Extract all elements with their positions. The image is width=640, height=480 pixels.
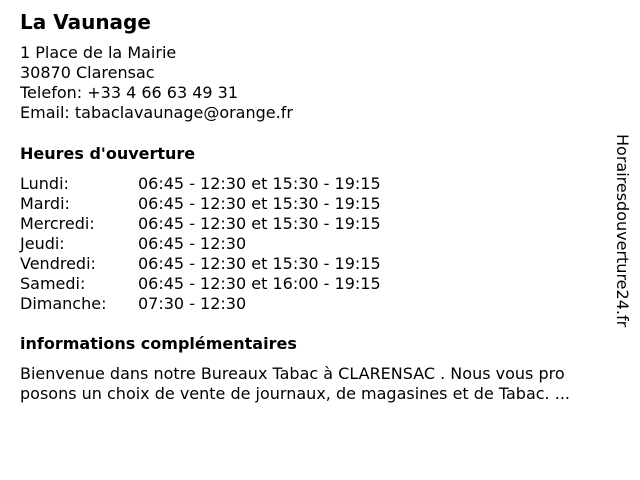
business-description — [20, 364, 620, 404]
day-hours: 06:45 - 12:30 et 15:30 - 19:15 — [138, 214, 381, 233]
hours-row-tuesday — [20, 194, 381, 214]
day-hours: 06:45 - 12:30 — [138, 234, 247, 253]
contact-block — [20, 43, 293, 123]
day-hours: 06:45 - 12:30 et 15:30 - 19:15 — [138, 254, 381, 273]
day-hours: 06:45 - 12:30 et 16:00 - 19:15 — [138, 274, 381, 293]
additional-info-heading: informations complémentaires — [20, 334, 297, 353]
phone-number: Telefon: +33 4 66 63 49 31 — [20, 83, 239, 102]
day-label: Samedi: — [20, 274, 86, 293]
address-street: 1 Place de la Mairie — [20, 43, 177, 62]
hours-row-wednesday — [20, 214, 381, 234]
business-name: La Vaunage — [20, 10, 151, 34]
site-watermark: Horairesdouverture24.fr — [613, 134, 632, 328]
hours-row-thursday — [20, 234, 381, 254]
day-label: Vendredi: — [20, 254, 96, 273]
day-label: Mercredi: — [20, 214, 95, 233]
day-hours: 06:45 - 12:30 et 15:30 - 19:15 — [138, 194, 381, 213]
hours-row-monday — [20, 174, 381, 194]
opening-hours-heading: Heures d'ouverture — [20, 144, 196, 163]
hours-row-sunday — [20, 294, 381, 314]
day-label: Jeudi: — [20, 234, 65, 253]
hours-row-friday — [20, 254, 381, 274]
email-address: Email: tabaclavaunage@orange.fr — [20, 103, 293, 122]
day-label: Dimanche: — [20, 294, 107, 313]
day-label: Lundi: — [20, 174, 69, 193]
day-label: Mardi: — [20, 194, 70, 213]
address-city: 30870 Clarensac — [20, 63, 155, 82]
hours-row-saturday — [20, 274, 381, 294]
description-line: Bienvenue dans notre Bureaux Tabac à CLARENSAC . Nous vous pro — [20, 364, 565, 383]
day-hours: 06:45 - 12:30 et 15:30 - 19:15 — [138, 174, 381, 193]
opening-hours-table — [20, 174, 381, 314]
day-hours: 07:30 - 12:30 — [138, 294, 247, 313]
description-line: posons un choix de vente de journaux, de magasines et de Tabac. ... — [20, 384, 570, 403]
